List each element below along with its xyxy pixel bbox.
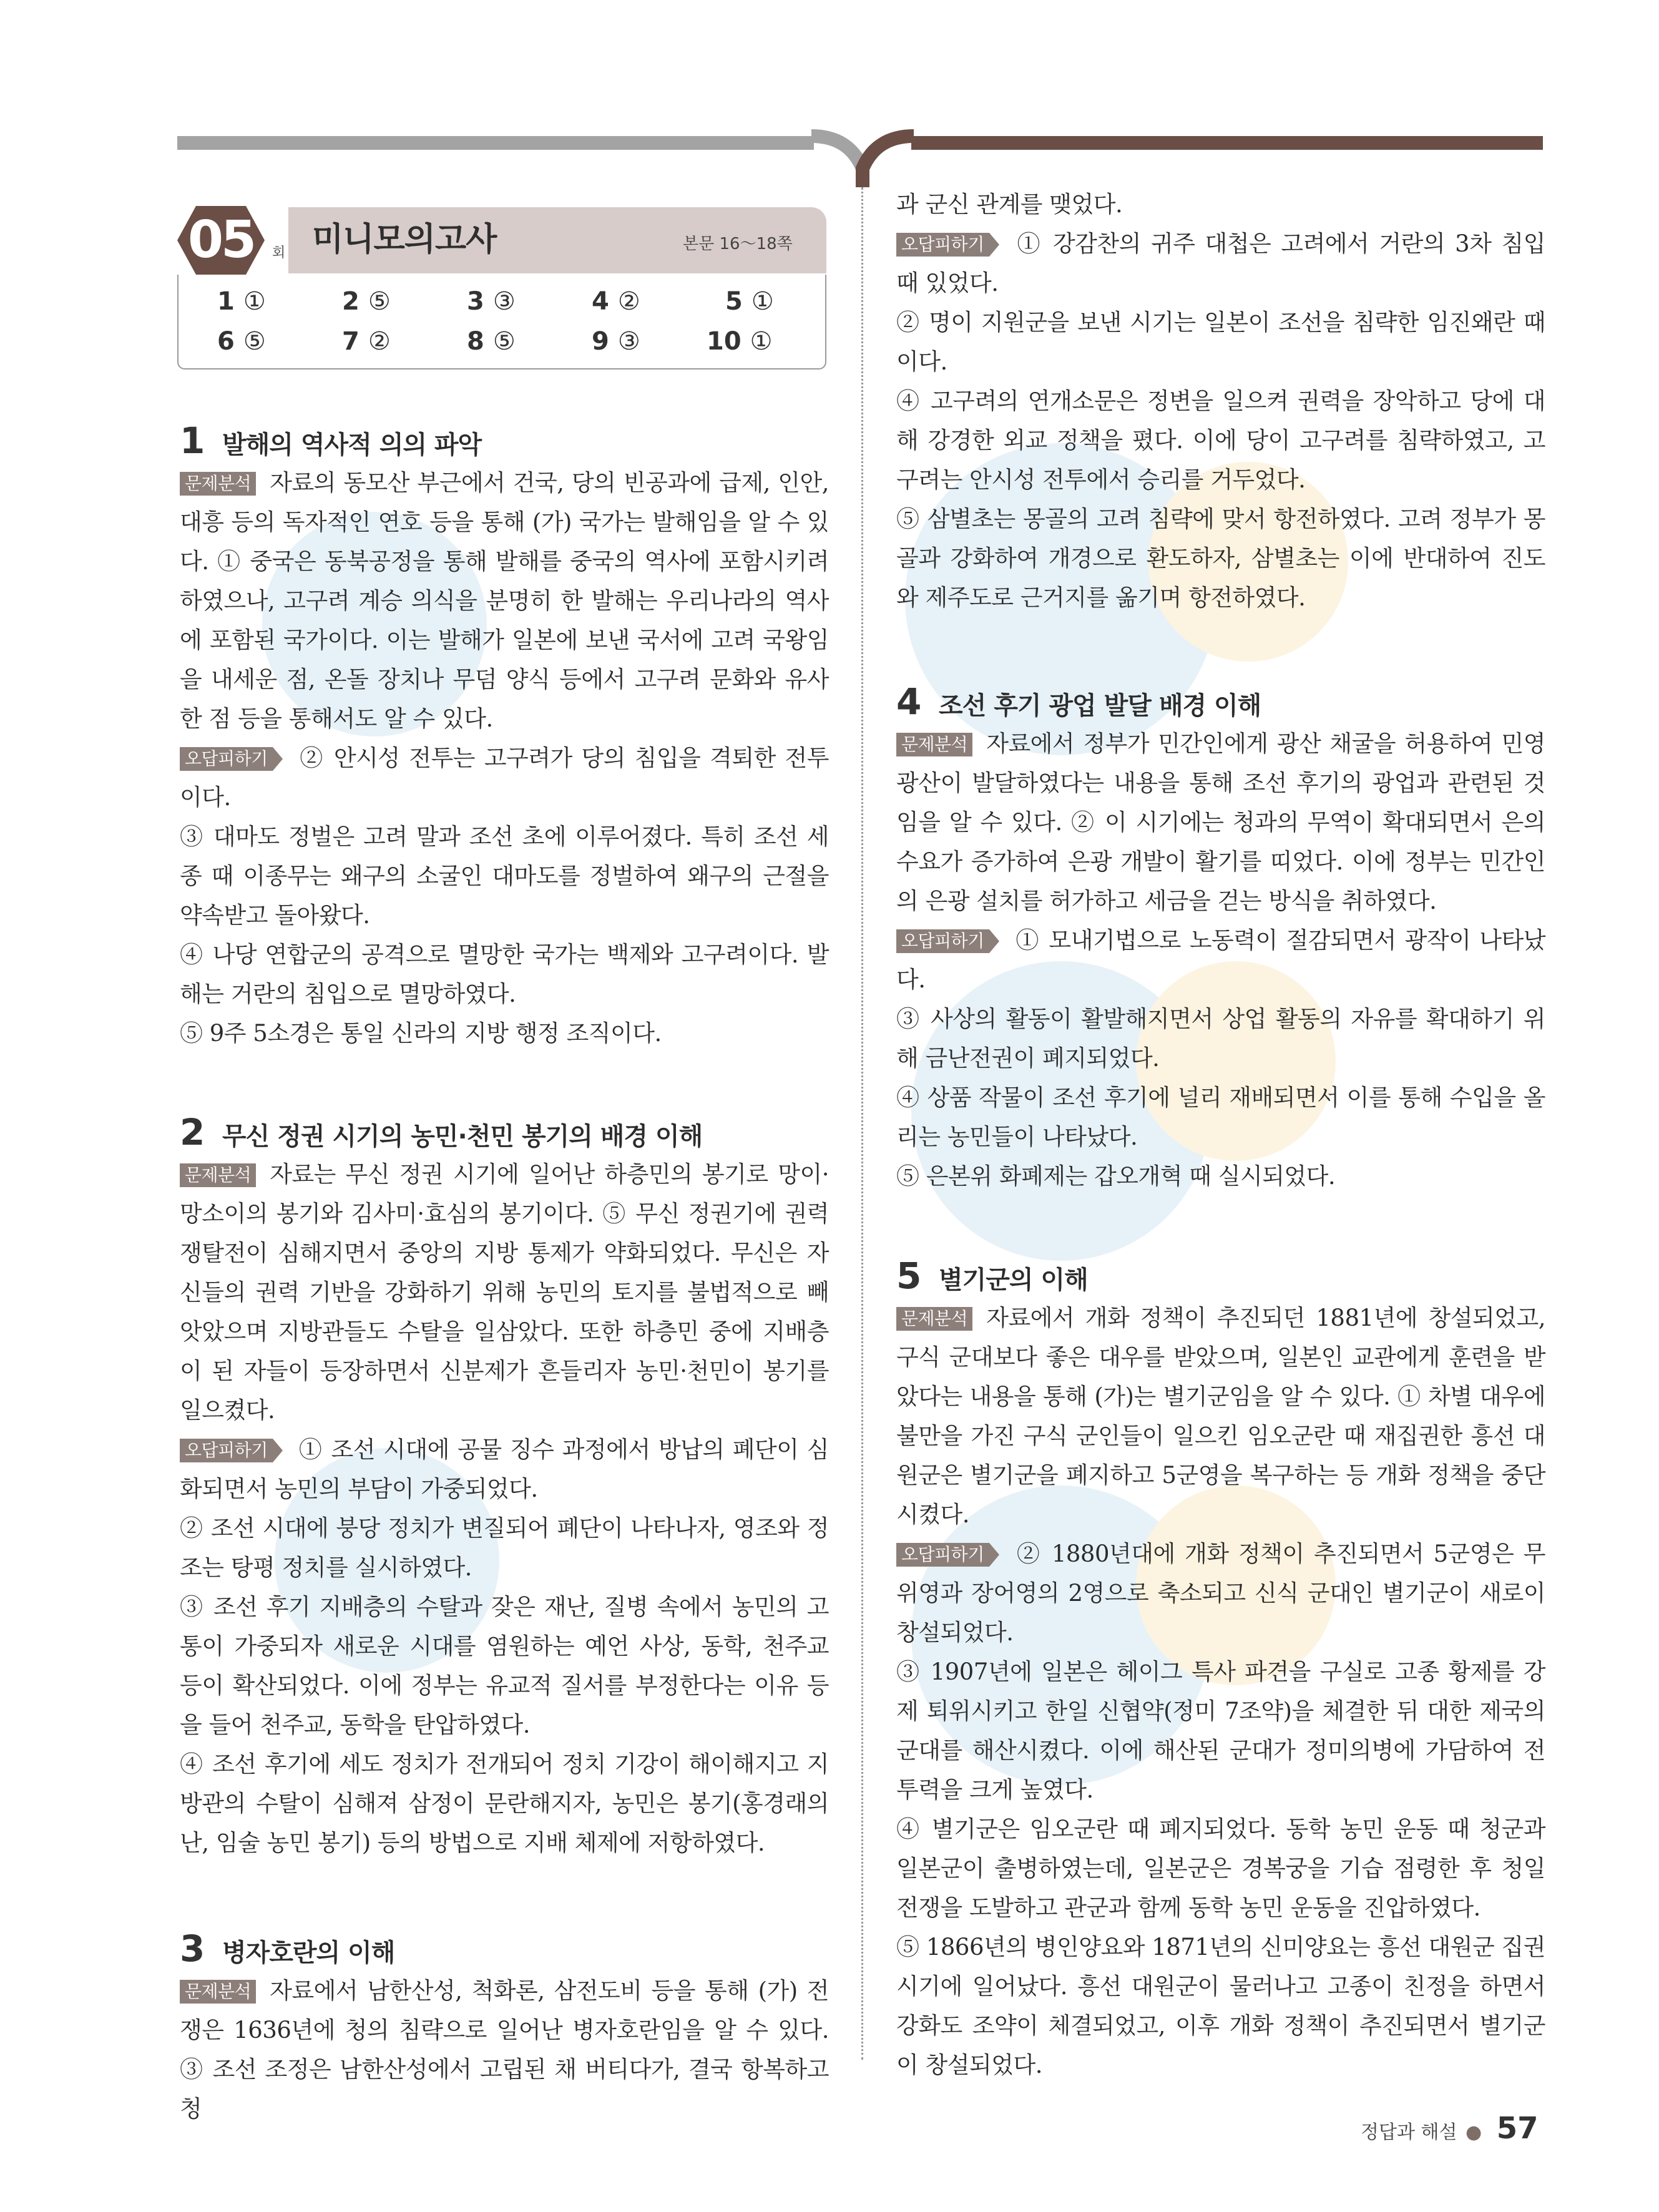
avoid-paragraph: 오답피하기 ② 1880년대에 개화 정책이 추진되면서 5군영은 무위영과 장어영의 2영으로 축소되고 신식 군대인 별기군이 새로이 창설되었다.: [896, 1540, 1545, 1646]
continued-text: 과 군신 관계를 맺었다.: [896, 191, 1123, 218]
answer-item: 1 ①: [217, 287, 266, 316]
avoid-paragraph: 오답피하기 ① 조선 시대에 공물 징수 과정에서 방납의 폐단이 심화되면서 농민의 부담이 가중되었다.: [180, 1436, 829, 1502]
top-decorative-rule: [0, 0, 1659, 200]
answer-item: 5 ①: [725, 287, 774, 316]
answer-item: 3 ③: [467, 287, 516, 316]
analysis-paragraph: 문제분석 자료에서 정부가 민간인에게 광산 채굴을 허용하여 민영 광산이 발달하였다는 내용을 통해 조선 후기의 광업과 관련된 것임을 알 수 있다. ② 이 시기에는 청과의 무역이 확대되면서 은의 수요가 증가하여 은광 개발이 활기를 띠었다. 이에 정부는 민간인의 은광 설치를 허가하고 세금을 걷는 방식을 취하였다.: [896, 730, 1545, 914]
section-heading: [896, 1255, 1545, 1298]
analysis-tag: 문제분석: [180, 472, 256, 496]
answer-item: 7 ②: [342, 327, 391, 356]
explanation-paragraph: ⑤ 9주 5소경은 통일 신라의 지방 행정 조직이다.: [180, 1020, 662, 1047]
answer-item: 10 ①: [707, 327, 773, 356]
section-5: [896, 1255, 1545, 2085]
analysis-paragraph: 문제분석 자료에서 남한산성, 척화론, 삼전도비 등을 통해 (가) 전쟁은 1636년에 청의 침략으로 일어난 병자호란임을 알 수 있다. ③ 조선 조정은 남한산성에서 고립된 채 버티다가, 결국 항복하고 청: [180, 1977, 829, 2122]
avoid-paragraph: 오답피하기 ① 모내기법으로 노동력이 절감되면서 광작이 나타났다.: [896, 927, 1545, 993]
explanation-paragraph: ③ 조선 후기 지배층의 수탈과 잦은 재난, 질병 속에서 농민의 고통이 가중되자 새로운 시대를 염원하는 예언 사상, 동학, 천주교 등이 확산되었다. 이에 정부는 유교적 질서를 부정한다는 이유 등을 들어 천주교, 동학을 탄압하였다.: [180, 1593, 829, 1738]
test-number-badge: [177, 206, 265, 275]
section-2: [180, 1111, 829, 1862]
explanation-paragraph: ② 조선 시대에 붕당 정치가 변질되어 폐단이 나타나자, 영조와 정조는 탕평 정치를 실시하였다.: [180, 1515, 829, 1581]
analysis-paragraph: 문제분석 자료에서 개화 정책이 추진되던 1881년에 창설되었고, 구식 군대보다 좋은 대우를 받았으며, 일본인 교관에게 훈련을 받았다는 내용을 통해 (가)는 별기군임을 알 수 있다. ① 차별 대우에 불만을 가진 구식 군인들이 일으킨 임오군란 때 재집권한 흥선 대원군은 별기군을 폐지하고 5군영을 복구하는 등 개화 정책을 중단시켰다.: [896, 1304, 1545, 1528]
section-title: 별기군의 이해: [939, 1266, 1088, 1294]
explanation-paragraph: ④ 조선 후기에 세도 정치가 전개되어 정치 기강이 해이해지고 지방관의 수탈이 심해져 삼정이 문란해지자, 농민은 봉기(홍경래의 난, 임술 농민 봉기) 등의 방법으로 지배 체제에 저항하였다.: [180, 1751, 829, 1856]
hoe-label: 회: [272, 245, 286, 261]
answer-item: 6 ⑤: [217, 327, 266, 356]
section-heading: [896, 680, 1545, 724]
section-1: [180, 419, 829, 1053]
avoid-tag: 오답피하기: [180, 1439, 273, 1462]
column-divider: [861, 187, 863, 2060]
section-body: [180, 1155, 829, 1862]
explanation-paragraph: ④ 고구려의 연개소문은 정변을 일으켜 권력을 장악하고 당에 대해 강경한 외교 정책을 폈다. 이에 당이 고구려를 침략하였고, 고구려는 안시성 전투에서 승리를 거두었다.: [896, 388, 1545, 493]
section-3-continued: [896, 185, 1545, 617]
explanation-paragraph: ④ 나당 연합군의 공격으로 멸망한 국가는 백제와 고구려이다. 발해는 거란의 침입으로 멸망하였다.: [180, 941, 829, 1007]
analysis-tag: 문제분석: [180, 1980, 256, 2004]
section-body: [896, 1298, 1545, 2085]
section-number: 3: [180, 1927, 205, 1970]
explanation-paragraph: ② 명이 지원군을 보낸 시기는 일본이 조선을 침략한 임진왜란 때이다.: [896, 309, 1545, 375]
section-number: 1: [180, 419, 205, 462]
section-heading: [180, 1927, 829, 1971]
section-4: [896, 680, 1545, 1196]
analysis-paragraph: 문제분석 자료는 무신 정권 시기에 일어난 하층민의 봉기로 망이·망소이의 봉기와 김사미·효심의 봉기이다. ⑤ 무신 정권기에 권력 쟁탈전이 심해지면서 중앙의 지방 통제가 약화되었다. 무신은 자신들의 권력 기반을 강화하기 위해 농민의 토지를 불법적으로 빼앗았으며 지방관들도 수탈을 일삼았다. 또한 하층민 중에 지배층이 된 자들이 등장하면서 신분제가 흔들리자 농민·천민이 봉기를 일으켰다.: [180, 1161, 829, 1424]
test-number: 05: [187, 210, 255, 270]
footer-label: 정답과 해설: [1361, 2121, 1457, 2143]
explanation-paragraph: ③ 대마도 정벌은 고려 말과 조선 초에 이루어졌다. 특히 조선 세종 때 이종무는 왜구의 소굴인 대마도를 정벌하여 왜구의 근절을 약속받고 돌아왔다.: [180, 823, 829, 929]
explanation-paragraph: ⑤ 삼별초는 몽골의 고려 침략에 맞서 항전하였다. 고려 정부가 몽골과 강화하여 개경으로 환도하자, 삼별초는 이에 반대하여 진도와 제주도로 근거지를 옮기며 항전하였다.: [896, 506, 1545, 611]
section-heading: [180, 1111, 829, 1155]
avoid-paragraph: 오답피하기 ① 강감찬의 귀주 대첩은 고려에서 거란의 3차 침입 때 있었다.: [896, 230, 1545, 296]
section-body: [180, 1971, 829, 2128]
page-title: 미니모의고사: [312, 221, 497, 258]
section-body: [180, 463, 829, 1053]
section-body: [896, 185, 1545, 617]
section-3: [180, 1927, 829, 2128]
analysis-tag: 문제분석: [896, 733, 972, 756]
avoid-tag: 오답피하기: [896, 1543, 989, 1567]
page-reference: 본문 16～18쪽: [683, 235, 793, 253]
answer-item: 9 ③: [592, 327, 640, 356]
page-number: 57: [1496, 2111, 1539, 2146]
analysis-tag: 문제분석: [896, 1307, 972, 1331]
section-heading: [180, 419, 829, 463]
analysis-paragraph: 문제분석 자료의 동모산 부근에서 건국, 당의 빈공과에 급제, 인안, 대흥 등의 독자적인 연호 등을 통해 (가) 국가는 발해임을 알 수 있다. ① 중국은 동북공정을 통해 발해를 중국의 역사에 포함시키려 하였으나, 고구려 계승 의식을 분명히 한 발해는 우리나라의 역사에 포함된 국가이다. 이는 발해가 일본에 보낸 국서에 고려 국왕임을 내세운 점, 온돌 장치나 무덤 양식 등에서 고구려 문화와 유사한 점 등을 통해서도 알 수 있다.: [180, 469, 829, 732]
explanation-paragraph: ④ 별기군은 임오군란 때 폐지되었다. 동학 농민 운동 때 청군과 일본군이 출병하였는데, 일본군은 경복궁을 기습 점령한 후 청일 전쟁을 도발하고 관군과 함께 동학 농민 운동을 진압하였다.: [896, 1816, 1545, 1921]
explanation-paragraph: ③ 사상의 활동이 활발해지면서 상업 활동의 자유를 확대하기 위해 금난전권이 폐지되었다.: [896, 1006, 1545, 1072]
avoid-paragraph: 오답피하기 ② 안시성 전투는 고구려가 당의 침입을 격퇴한 전투이다.: [180, 745, 829, 811]
answer-key: [177, 275, 826, 369]
section-body: [896, 724, 1545, 1196]
analysis-tag: 문제분석: [180, 1163, 256, 1187]
section-title: 병자호란의 이해: [222, 1939, 395, 1967]
explanation-paragraph: ⑤ 1866년의 병인양요와 1871년의 신미양요는 흥선 대원군 집권 시기에 일어났다. 흥선 대원군이 물러나고 고종이 친정을 하면서 강화도 조약이 체결되었고, 이후 개화 정책이 추진되면서 별기군이 창설되었다.: [896, 1934, 1545, 2078]
answer-item: 2 ⑤: [342, 287, 391, 316]
explanation-paragraph: ③ 1907년에 일본은 헤이그 특사 파견을 구실로 고종 황제를 강제 퇴위시키고 한일 신협약(정미 7조약)을 체결한 뒤 대한 제국의 군대를 해산시켰다. 이에 해산된 군대가 정미의병에 가담하여 전투력을 크게 높였다.: [896, 1658, 1545, 1803]
section-title: 조선 후기 광업 발달 배경 이해: [939, 692, 1261, 720]
section-title: 발해의 역사적 의의 파악: [222, 431, 482, 459]
avoid-tag: 오답피하기: [180, 747, 273, 771]
section-title: 무신 정권 시기의 농민·천민 봉기의 배경 이해: [222, 1122, 703, 1151]
explanation-paragraph: ④ 상품 작물이 조선 후기에 널리 재배되면서 이를 통해 수입을 올리는 농민들이 나타났다.: [896, 1084, 1545, 1150]
section-number: 4: [896, 680, 922, 723]
section-number: 5: [896, 1255, 922, 1297]
explanation-paragraph: ⑤ 은본위 화폐제는 갑오개혁 때 실시되었다.: [896, 1163, 1336, 1190]
footer-dot: ●: [1465, 2121, 1482, 2143]
answer-item: 8 ⑤: [467, 327, 516, 356]
test-header: [177, 206, 826, 275]
page-footer: [1361, 2111, 1539, 2146]
avoid-tag: 오답피하기: [896, 929, 989, 953]
avoid-tag: 오답피하기: [896, 233, 989, 257]
answer-item: 4 ②: [592, 287, 640, 316]
section-number: 2: [180, 1111, 205, 1153]
